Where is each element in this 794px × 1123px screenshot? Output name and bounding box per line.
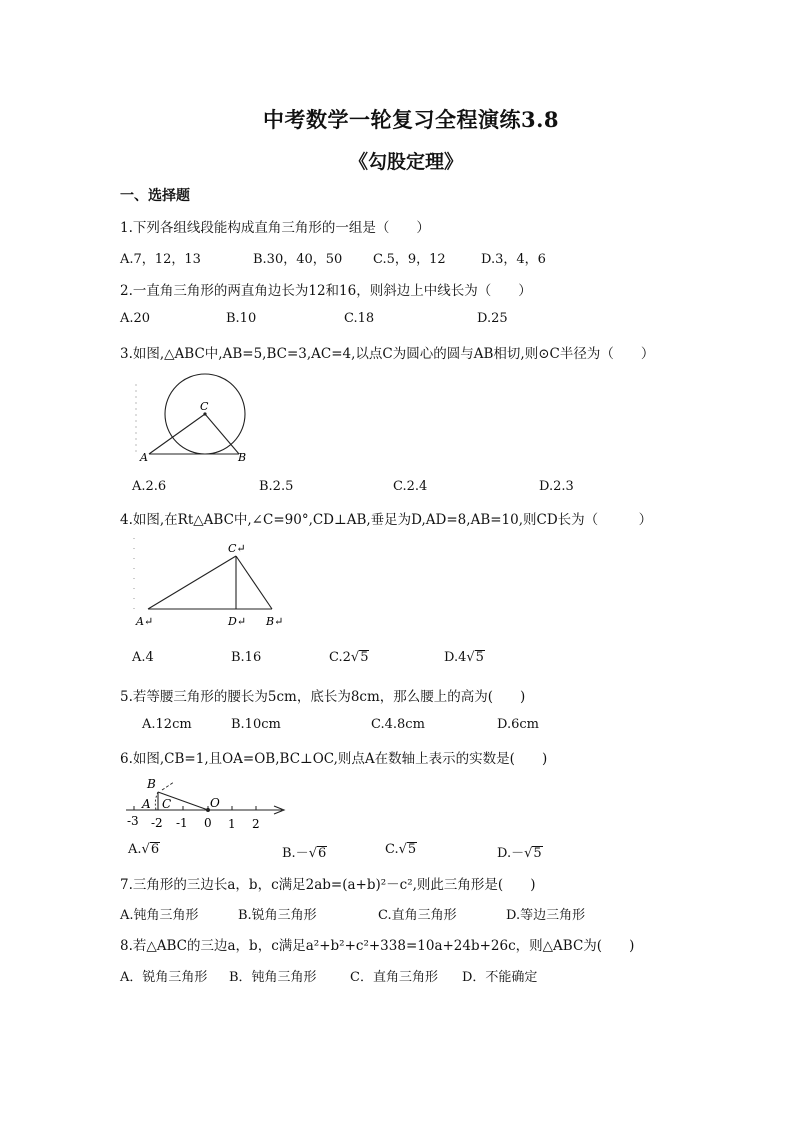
- question-3-figure: [135, 372, 265, 467]
- question-8-option-c: C．直角三角形: [350, 970, 438, 985]
- option-a-text: A.: [128, 842, 142, 857]
- question-4-stem: 4.如图,在Rt△ABC中,∠C=90°,CD⊥AB,垂足为D,AD=8,AB=10,则CD长为（ ）: [120, 512, 653, 528]
- radicand: 6: [150, 842, 160, 857]
- question-1-option-d: D.3，4，6: [481, 252, 546, 267]
- label-c: C: [162, 797, 172, 811]
- radicand: 5: [360, 650, 369, 665]
- question-3-option-c: C.2.4: [393, 479, 428, 494]
- tick-label-neg3: -3: [127, 814, 139, 828]
- segment-bc: [236, 556, 272, 609]
- question-1-option-b: B.30，40，50: [253, 252, 343, 267]
- label-o: O: [210, 796, 220, 810]
- tick-label-neg2: -2: [151, 816, 163, 830]
- page-subtitle: 《勾股定理》: [349, 151, 464, 173]
- question-3-option-b: B.2.5: [259, 479, 294, 494]
- question-8-stem: 8.若△ABC的三边a，b，c满足a²+b²+c²+338=10a+24b+26c，则△ABC为( ): [120, 938, 635, 954]
- question-2-option-c: C.18: [344, 311, 375, 326]
- option-d-text: D.4: [444, 650, 467, 665]
- question-3-stem: 3.如图,△ABC中,AB=5,BC=3,AC=4,以点C为圆心的圆与AB相切,则⊙C半径为（ ）: [120, 346, 655, 362]
- sqrt-symbol: √: [350, 650, 360, 665]
- question-7-option-c: C.直角三角形: [378, 908, 457, 923]
- question-4-figure: [130, 534, 290, 629]
- section-heading: 一、选择题: [120, 188, 190, 204]
- label-c: C↵: [228, 542, 246, 555]
- tick-label-0: 0: [204, 816, 212, 830]
- label-d: D↵: [228, 615, 247, 628]
- question-4-option-d: [444, 650, 485, 665]
- segment-ac: [149, 414, 205, 454]
- sqrt-symbol: √: [398, 842, 407, 857]
- question-6-option-d: [497, 842, 543, 861]
- question-6-option-a: [128, 842, 160, 857]
- label-b: B↵: [266, 615, 284, 628]
- question-7-option-a: A.钝角三角形: [120, 908, 199, 923]
- question-8-option-a: A．锐角三角形: [120, 970, 208, 985]
- sqrt-symbol: √: [308, 846, 317, 861]
- question-6-stem: 6.如图,CB=1,且OA=OB,BC⊥OC,则点A在数轴上表示的实数是( ): [120, 751, 548, 767]
- radicand: 5: [407, 842, 417, 857]
- label-b: B: [147, 777, 156, 791]
- label-a: A: [140, 451, 148, 464]
- tick-label-1: 1: [228, 817, 236, 831]
- question-8-option-b: B．钝角三角形: [229, 970, 317, 985]
- label-b: B: [238, 451, 247, 464]
- tick-label-2: 2: [252, 817, 260, 831]
- radicand: 6: [317, 846, 327, 861]
- question-7-option-b: B.锐角三角形: [238, 908, 317, 923]
- label-c: C: [200, 400, 209, 413]
- question-5-option-d: D.6cm: [497, 717, 539, 732]
- label-a: A↵: [136, 615, 154, 628]
- question-5-option-a: A.12cm: [142, 717, 192, 732]
- question-3-option-d: D.2.3: [539, 479, 574, 494]
- option-a-text: A.4: [132, 650, 154, 665]
- question-5-option-b: B.10cm: [231, 717, 281, 732]
- arc-extension: [162, 782, 174, 790]
- sqrt-symbol: √: [524, 846, 533, 861]
- option-b-text: B.16: [231, 650, 262, 665]
- question-8-option-d: D．不能确定: [462, 970, 538, 985]
- question-1-option-c: C.5，9，12: [373, 252, 446, 267]
- label-a: A: [142, 797, 151, 811]
- segment-ac: [148, 556, 236, 609]
- question-4-option-a: [132, 650, 154, 665]
- question-7-stem: 7.三角形的三边长a，b，c满足2ab=(a+b)²－c²,则此三角形是( ): [120, 877, 536, 893]
- question-5-stem: 5.若等腰三角形的腰长为5cm，底长为8cm，那么腰上的高为( ): [120, 689, 526, 705]
- question-2-stem: 2.一直角三角形的两直角边长为12和16，则斜边上中线长为（ ）: [120, 283, 532, 299]
- question-6-figure: [122, 770, 292, 830]
- question-2-option-d: D.25: [477, 311, 508, 326]
- question-2-option-b: B.10: [226, 311, 257, 326]
- sqrt-symbol: √: [466, 650, 475, 665]
- question-4-option-c: [329, 650, 369, 665]
- segment-bc: [205, 414, 239, 454]
- question-6-option-b: [282, 842, 327, 861]
- question-4-option-b: [231, 650, 261, 665]
- question-6-option-c: [385, 842, 417, 857]
- question-1-stem: 1.下列各组线段能构成直角三角形的一组是（ ）: [120, 220, 430, 236]
- option-c-text: C.2: [329, 650, 351, 665]
- question-7-option-d: D.等边三角形: [506, 908, 586, 923]
- option-c-text: C.: [385, 842, 399, 857]
- option-d-text: D.－: [497, 846, 525, 861]
- question-1-option-a: A.7，12，13: [120, 252, 201, 267]
- question-3-option-a: A.2.6: [132, 479, 167, 494]
- radicand: 5: [533, 846, 542, 861]
- tick-label-neg1: -1: [176, 816, 188, 830]
- option-b-text: B.－: [282, 846, 309, 861]
- page-title: 中考数学一轮复习全程演练3.8: [263, 107, 560, 132]
- radicand: 5: [475, 650, 484, 665]
- question-2-option-a: A.20: [120, 311, 151, 326]
- question-5-option-c: C.4.8cm: [371, 717, 425, 732]
- sqrt-symbol: √: [141, 842, 150, 857]
